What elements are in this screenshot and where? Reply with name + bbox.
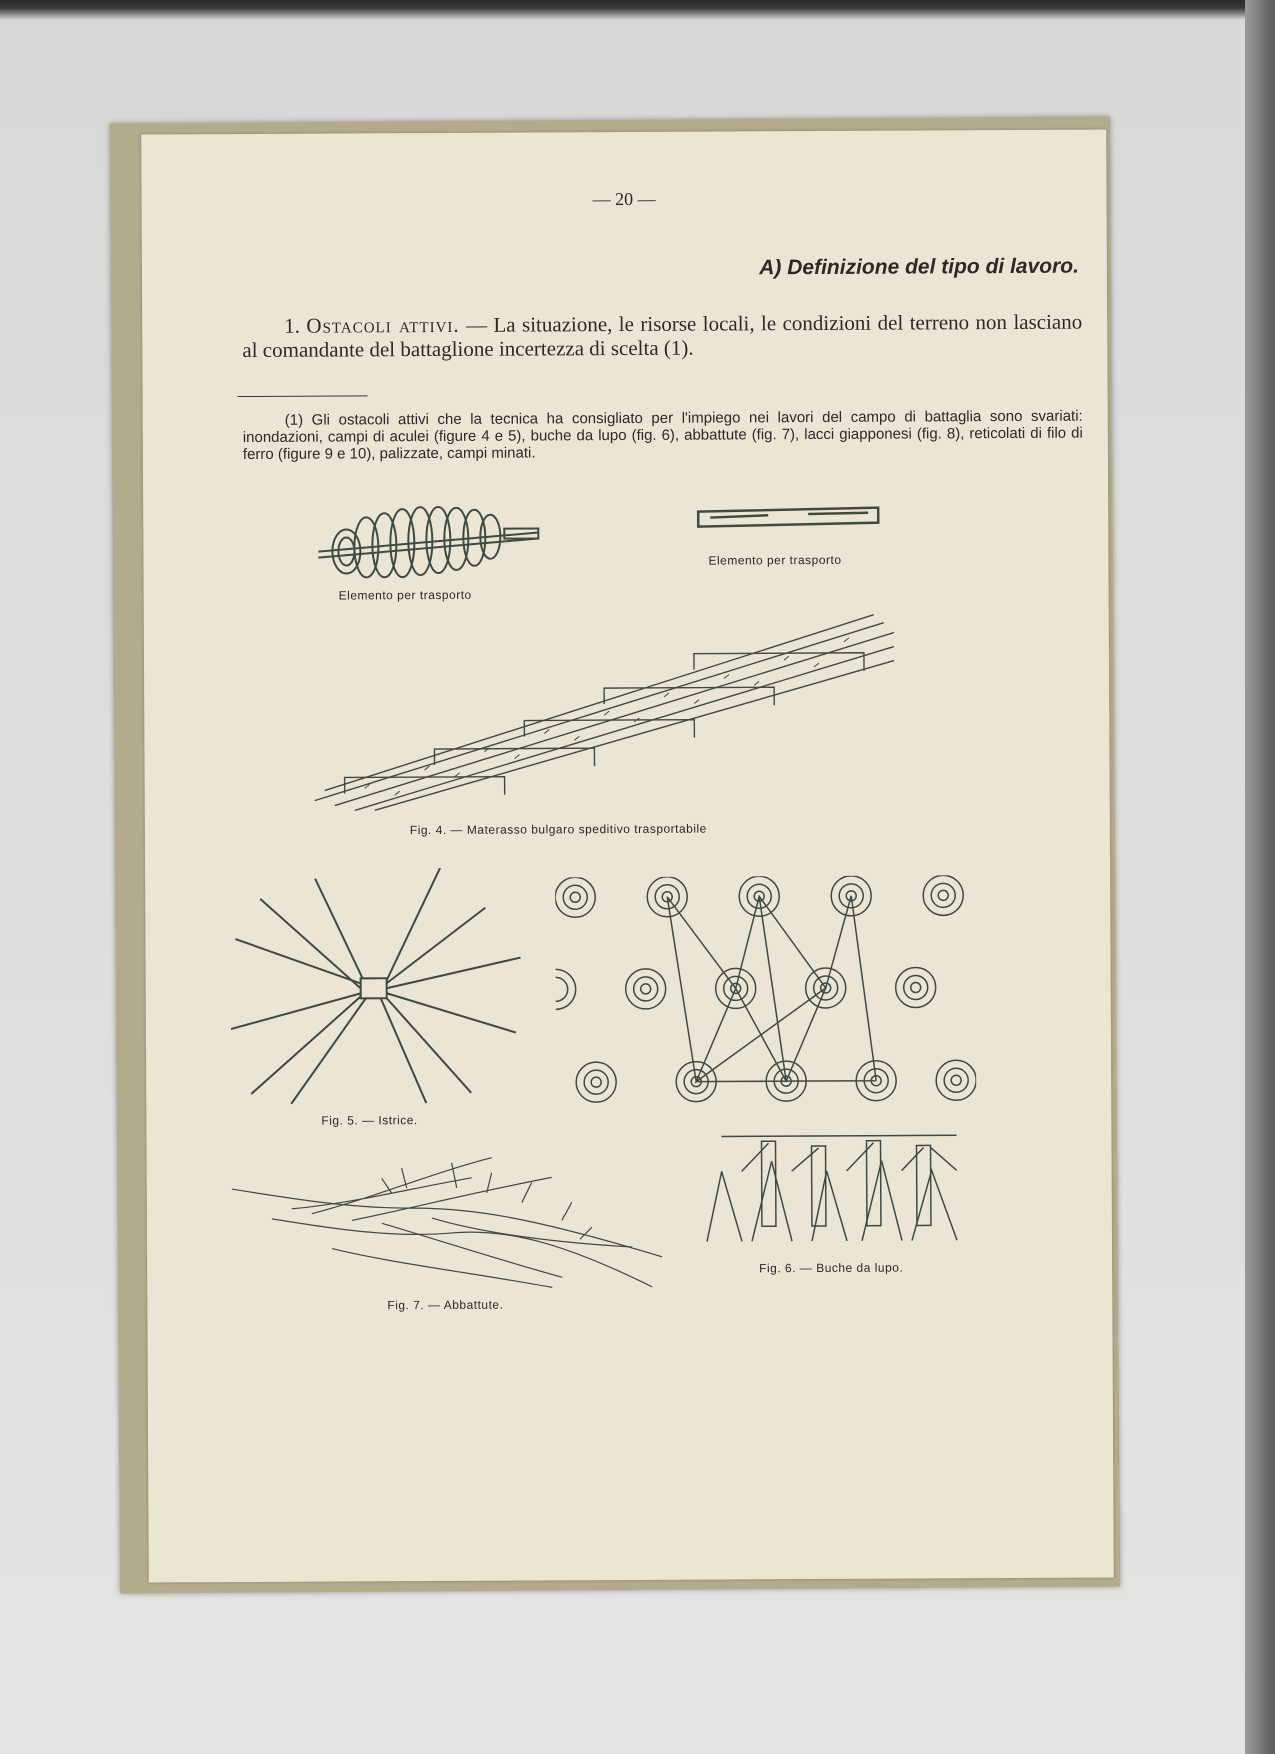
paragraph-text: — La situazione, le risorse locali, le condizioni del terreno non lasciano al comandante del battaglione incertezza di scelta (1).	[242, 309, 1083, 363]
body-paragraph	[242, 310, 1082, 362]
book-page	[141, 129, 1114, 1582]
footnote-divider	[238, 395, 368, 397]
barbed-wire-mattress-drawing	[304, 603, 905, 816]
footnote: (1) Gli ostacoli attivi che la tecnica ha consigliato per l'impiego nei lavori del campo di battaglia sono svariati: inondazioni, campi di aculei (figure 4 e 5), buche da lupo (fig. 6), abbattute (fig. 7), lacci giapponesi (fig. 8), reticolati di filo di ferro (figure 9 e 10), palizzate, campi minati.	[242, 407, 1083, 464]
wire-coils-grid-drawing	[555, 875, 976, 1107]
paragraph-number: 1.	[284, 313, 301, 338]
abbattute-drawing	[232, 1147, 673, 1299]
bar-element-caption: Elemento per trasporto	[708, 552, 842, 568]
fig6-caption: Fig. 6. — Buche da lupo.	[759, 1260, 904, 1276]
scanner-edge	[1245, 0, 1275, 1754]
coil-element-caption: Elemento per trasporto	[338, 587, 472, 603]
bar-transport-element-drawing	[688, 503, 888, 534]
page-number: — 20 —	[592, 188, 656, 210]
fig5-caption: Fig. 5. — Istrice.	[321, 1113, 418, 1128]
fig4-caption: Fig. 4. — Materasso bulgaro speditivo trasportabile	[409, 821, 707, 838]
paragraph-title: Ostacoli attivi.	[306, 312, 460, 338]
buche-da-lupo-drawing	[701, 1130, 972, 1251]
section-heading: A) Definizione del tipo di lavoro.	[759, 254, 1079, 280]
istrice-drawing	[230, 868, 531, 1110]
coil-transport-element-drawing	[308, 492, 548, 583]
fig7-caption: Fig. 7. — Abbattute.	[387, 1297, 504, 1313]
